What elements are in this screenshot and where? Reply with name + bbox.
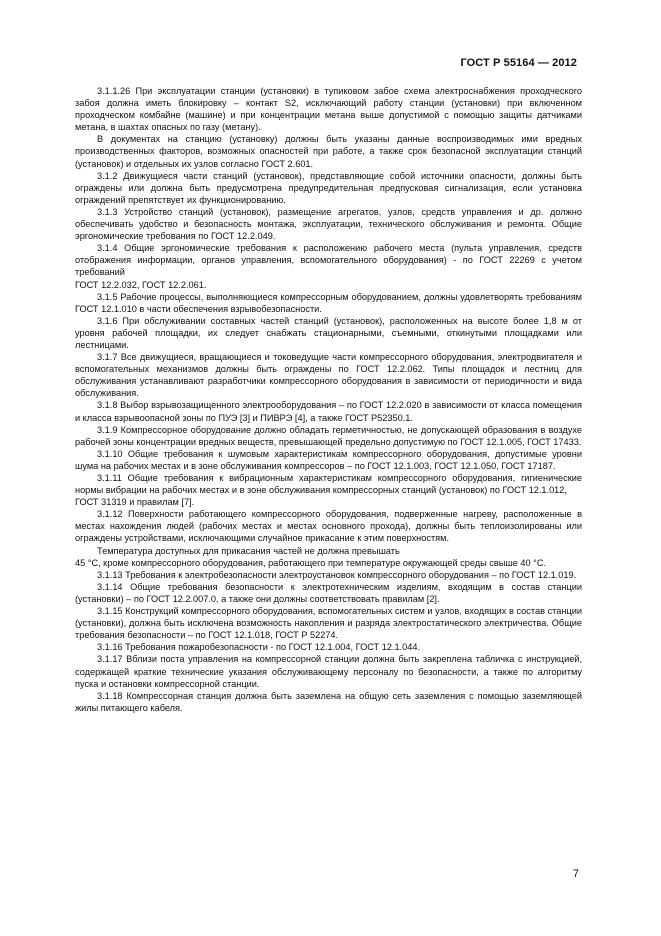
paragraph-3-1-13: 3.1.13 Требования к электробезопасности электроустановок компрессорного оборудования – по ГОСТ 12.1.019. (97, 569, 577, 580)
paragraph-3-1-4: 3.1.4 Общие эргономические требования к расположению рабочего места (пульта управления, средств отображения информации, органов управления, вспомогательного оборудования) - по ГОСТ 22269 с учетом требований (75, 243, 582, 278)
paragraph-3-1-15: 3.1.15 Конструкций компрессорного оборудования, вспомогательных систем и узлов, входящих в состав станции (установки), должна быть исключена возможность накопления и разряда электростатического электричества. Общие требования безопасности – по ГОСТ 12.1.018, ГОСТ Р 52274. (75, 606, 582, 641)
paragraph-3-1-18: 3.1.18 Компрессорная станция должна быть заземлена на общую сеть заземления с помощью заземляющей жилы питающего кабеля. (75, 690, 582, 713)
page-number: 7 (572, 868, 579, 880)
paragraph-3-1-2: 3.1.2 Движущиеся части станций (установок), представляющие собой источники опасности, должны быть ограждены или должна быть предусмотрена предупредительная предпусковая сигнализация, если установка ограждений препятствует их функционированию. (75, 170, 582, 205)
paragraph-3-1-11: 3.1.11 Общие требования к вибрационным характеристикам компрессорного оборудования, гигиенические нормы вибрации на рабочих местах и в зоне обслуживания компрессорных станций (установок) по ГОСТ 12.1.012, (75, 473, 582, 496)
paragraph-temperature: Температура доступных для прикасания частей не должна превышать (97, 545, 400, 556)
standard-header: ГОСТ Р 55164 — 2012 (460, 57, 577, 69)
paragraph-3-1-12: 3.1.12 Поверхности работающего компрессорного оборудования, подверженные нагреву, расположенные в местах нахождения людей (рабочих местах и местах основного прохода), должны быть теплоизолированы или ограждены устройствами, исключающими случайное прикасание к этим поверхностям. (75, 509, 582, 544)
paragraph-3-1-5: 3.1.5 Рабочие процессы, выполняющиеся компрессорным оборудованием, должны удовлетворять требованиям ГОСТ 12.1.010 в части обеспечения взрывобезопасности. (75, 291, 582, 314)
paragraph-temperature-continuation: 45 °С, кроме компрессорного оборудования, работающего при температуре окружающей среды свыше 40 °С. (75, 557, 547, 568)
paragraph-3-1-8: 3.1.8 Выбор взрывозащищенного электрооборудования – по ГОСТ 12.2.020 в зависимости от класса помещения и класса взрывоопасной зоны по ПУЭ [3] и ПИВРЭ [4], а также ГОСТ Р52350.1. (75, 400, 582, 423)
paragraph-3-1-7: 3.1.7 Все движущиеся, вращающиеся и токоведущие части компрессорного оборудования, электродвигателя и вспомогательных механизмов должны быть ограждены по ГОСТ 12.2.062. Типы площадок и лестниц для обслуживания устанавливают разработчики компрессорного оборудования в зависимости от периодичности и вида обслуживания. (75, 352, 582, 399)
paragraph-3-1-4-continuation: ГОСТ 12.2.032, ГОСТ 12.2.061. (75, 279, 207, 290)
document-body (75, 85, 582, 714)
paragraph-3-1-6: 3.1.6 При обслуживании составных частей станций (установок), расположенных на высоте более 1,8 м от уровня рабочей площадки, их следует снабжать стационарными, съемными, откинутыми площадками или лестницами. (75, 315, 582, 350)
paragraph-3-1-9: 3.1.9 Компрессорное оборудование должно обладать герметичностью, не допускающей образования в воздухе рабочей зоны концентрации вредных веществ, превышающей предельно допустимую по ГОСТ 12.1.005, ГОСТ 17433. (75, 424, 582, 447)
paragraph-3-1-17: 3.1.17 Вблизи поста управления на компрессорной станции должна быть закреплена табличка с инструкцией, содержащей краткие технические указания обслуживающему персоналу по безопасности, а также по алгоритму пуска и остановки компрессорной станции. (75, 654, 582, 689)
paragraph-3-1-16: 3.1.16 Требования пожаробезопасности - по ГОСТ 12.1.004, ГОСТ 12.1.044. (97, 642, 421, 653)
paragraph-3-1-14: 3.1.14 Общие требования безопасности к электротехническим изделиям, входящим в состав станции (установки) – по ГОСТ 12.2.007.0, а также они должны соответствовать правилам [2]. (75, 581, 582, 604)
paragraph-3-1-3: 3.1.3 Устройство станций (установок), размещение агрегатов, узлов, средств управления и др. должно обеспечивать удобство и безопасность монтажа, эксплуатации, технического обслуживания и ремонта. Общие эргономические требования по ГОСТ 12.2.049. (75, 206, 582, 242)
paragraph-documents: В документах на станцию (установку) должны быть указаны данные воспроизводимых ими вредных производственных факторов, возможных опасностей при работе, а также срок безопасной эксплуатации станций (установок) и отдельных их узлов согласно ГОСТ 2.601. (75, 134, 582, 169)
paragraph-3-1-11-continuation: ГОСТ 31319 и правилам [7]. (75, 497, 195, 508)
paragraph-3-1-1-26: 3.1.1.26 При эксплуатации станции (установки) в тупиковом забое схема электроснабжения проходческого забоя должна иметь блокировку – контакт S2, исключающий работу станции (установки) при включенном проходческом комбайне (машине) и при концентрации метана выше допустимой с помощью защиты датчиками метана, в шахтах опасных по газу (метану). (75, 86, 582, 133)
paragraph-3-1-10: 3.1.10 Общие требования к шумовым характеристикам компрессорного оборудования, допустимые уровни шума на рабочих местах и в зоне обслуживания компрессоров – по ГОСТ 12.1.003, ГОСТ 12.1.050, ГОСТ 17187. (75, 448, 582, 471)
